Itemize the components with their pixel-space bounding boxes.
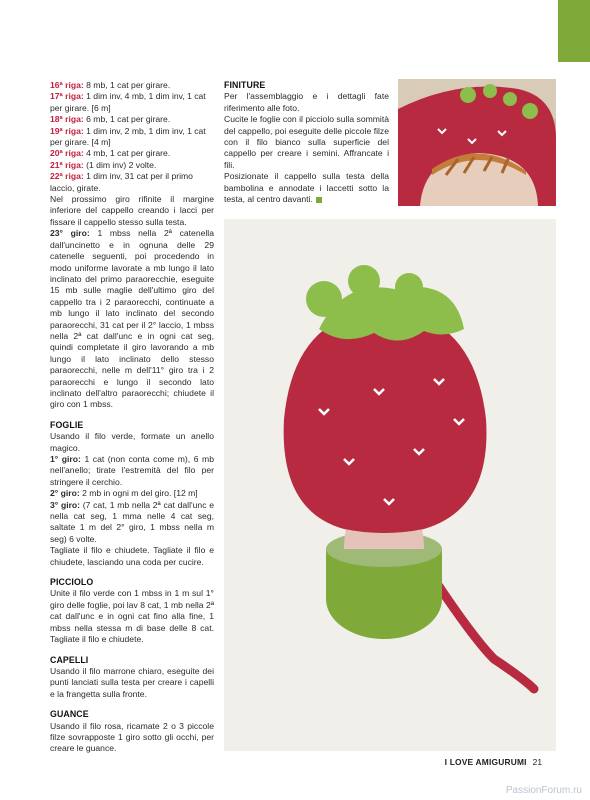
- row-text: Tagliate il filo e chiudete. Tagliate il filo e chiudete, lasciando una coda per cucire.: [50, 545, 214, 567]
- photo-hat-closeup: [398, 79, 556, 206]
- magazine-name: I LOVE AMIGURUMI: [444, 757, 527, 767]
- row-text: 4 mb, 1 cat per girare.: [83, 148, 171, 159]
- section-heading: PICCIOLO: [50, 577, 94, 588]
- row-label: 16ª riga:: [50, 80, 84, 90]
- row-label: 22ª riga:: [50, 171, 84, 182]
- instruction-paragraph: [50, 194, 214, 228]
- section-heading: FOGLIE: [50, 419, 84, 430]
- row-label: 1° giro:: [50, 454, 81, 464]
- finiture-heading: FINITURE: [224, 80, 266, 90]
- row-text: 1 cat (non conta come m), 6 mb nell'anello; tirate l'estremità del filo per stringere il cerchio.: [50, 454, 214, 487]
- section-heading: GUANCE: [50, 709, 89, 720]
- instruction-row: [50, 114, 214, 125]
- instruction-paragraph: [50, 545, 214, 568]
- instruction-row: [50, 160, 214, 171]
- row-text: Nel prossimo giro rifinite il margine inferiore del cappello creando i lacci per fissare il cappello stesso sulla testa.: [50, 194, 214, 227]
- instruction-row: [50, 488, 214, 499]
- instruction-row: [50, 228, 214, 411]
- instruction-row: [50, 126, 214, 149]
- row-text: Usando il filo marrone chiaro, eseguite dei punti lanciati sulla testa per creare i capelli e la frangetta sulla fronte.: [50, 665, 214, 699]
- row-text: 1 dim inv, 2 mb, 1 dim inv, 1 cat per girare. [4 m]: [50, 125, 206, 148]
- finiture-paragraph: Cucite le foglie con il picciolo sulla sommità del cappello, poi eseguite delle piccole filze con il filo bianco sulla superficie del cappello per creare i semini. Affrancate i fili.: [224, 114, 389, 170]
- left-text-column: [50, 80, 214, 755]
- instruction-paragraph: [50, 721, 214, 755]
- photo-strawberry-doll: [224, 219, 556, 751]
- instruction-paragraph: [50, 431, 214, 454]
- row-text: 6 mb, 1 cat per girare.: [83, 114, 171, 125]
- instruction-row: [50, 91, 214, 114]
- row-label: 21ª riga:: [50, 159, 84, 170]
- end-of-article-mark: [316, 197, 322, 203]
- instruction-row: [50, 148, 214, 159]
- watermark: PassionForum.ru: [505, 785, 582, 796]
- row-label: 2° giro:: [50, 488, 80, 499]
- finiture-paragraph: Posizionate il cappello sulla testa della bambolina e annodate i laccetti sotto la testa, al centro davanti.: [224, 171, 389, 205]
- finiture-paragraph: Per l'assemblaggio e i dettagli fate riferimento alle foto.: [224, 91, 389, 113]
- row-label: 17ª riga:: [50, 91, 84, 102]
- row-text: 2 mb in ogni m del giro. [12 m]: [79, 488, 198, 499]
- finiture-column: [224, 80, 389, 205]
- page-number: 21: [532, 757, 542, 767]
- instruction-paragraph: [50, 588, 214, 645]
- row-label: 3° giro:: [50, 499, 81, 510]
- row-text: Unite il filo verde con 1 mbss in 1 m sul 1° giro delle foglie, poi lav 8 cat, 1 mb nella 2ª cat dall'unc e in ogni cat fino alla fine, 1 mbss nella stessa m di base delle 8 cat. Tagliate il filo e chiudete.: [50, 588, 214, 645]
- row-text: 1 dim inv, 4 mb, 1 dim inv, 1 cat per girare. [6 m]: [50, 91, 206, 113]
- row-text: Usando il filo rosa, ricamate 2 o 3 piccole filze sovrapposte 1 giro sotto gli occhi, per creare le guance.: [50, 720, 214, 754]
- row-text: 1 mbss nella 2ª catenella dall'uncinetto e in ognuna delle 29 catenelle seguenti, poi procedendo in modo uniforme lavorate a mb lungo il lato inclinato del primo paraorecchie, eseguite 15 mb sulle maglie dell'ultimo giro del cappello tra i 2 paraorecchi, continuate a mb lungo il lato inclinato del secondo paraorecchi, 31 cat per il 2° laccio, 1 mbss nella 2ª cat dall'unc e in ogni cat seg, quindi completate il giro lavorando a mb lungo il lato inclinato dello stesso paraorecchi, nelle m dell'11° giro tra i 2 paraorecchi e lungo il secondo lato inclinato dell'altro paraorecchi; chiudete il giro con 1 mbss.: [50, 228, 214, 410]
- row-label: 23° giro:: [50, 228, 90, 239]
- instruction-row: [50, 80, 214, 91]
- row-text: 8 mb, 1 cat per girare.: [83, 80, 171, 90]
- instruction-row: [50, 171, 214, 194]
- instruction-row: [50, 500, 214, 546]
- row-label: 19ª riga:: [50, 125, 84, 136]
- section-heading: CAPELLI: [50, 654, 89, 665]
- instruction-row: [50, 454, 214, 488]
- row-text: (7 cat, 1 mb nella 2ª cat dall'unc e nella cat seg, 1 mma nelle 4 cat seg, saltate 1 m del 2° giro, 1 mbss nella m seg) 6 volte.: [50, 499, 215, 544]
- row-text: 1 dim inv, 31 cat per il primo laccio, girate.: [50, 171, 193, 193]
- page-footer: [445, 757, 542, 767]
- row-text: (1 dim inv) 2 volte.: [83, 159, 157, 170]
- row-label: 18ª riga:: [50, 114, 84, 125]
- row-text: Usando il filo verde, formate un anello magico.: [50, 431, 214, 453]
- instruction-paragraph: [50, 666, 214, 700]
- row-label: 20ª riga:: [50, 148, 84, 159]
- page-tab-accent: [558, 0, 590, 62]
